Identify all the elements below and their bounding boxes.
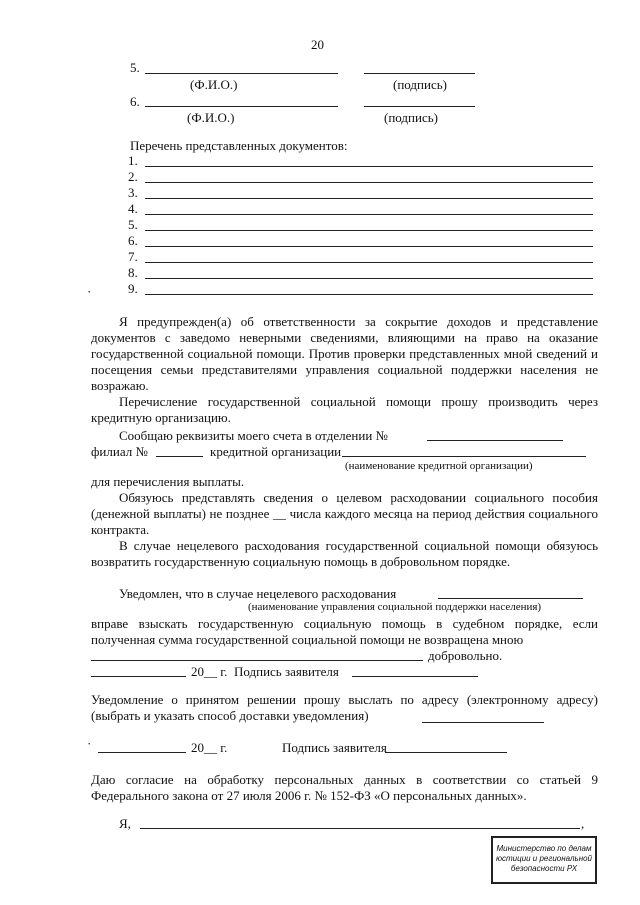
notice-paragraph: Уведомление о принятом решении прошу выслать по адресу (электронному адресу) (выбрать и указать способ доставки уведомления) xyxy=(91,692,598,723)
stamp-line: безопасности РХ xyxy=(510,864,578,873)
signature-row-num: 5. xyxy=(130,60,140,75)
page-number: 20 xyxy=(311,37,324,52)
signature-row-num: 6. xyxy=(130,94,140,109)
notified-text: вправе взыскать государственную социальную помощь в судебном порядке, если полученная сумма государственной социальной помощи не возвращена мною xyxy=(91,616,598,647)
ministry-stamp xyxy=(491,836,597,884)
credit-org-caption: (наименование кредитной организации) xyxy=(345,460,533,472)
doc-line xyxy=(145,198,593,199)
consent-end-comma: , xyxy=(581,816,585,831)
doc-number: 6. xyxy=(128,233,138,248)
return-paragraph: В случае нецелевого расходования государственной социальной помощи обязуюсь возвратить государственную социальную помощь в добровольном порядке. xyxy=(91,538,598,569)
fio-caption: (Ф.И.О.) xyxy=(187,110,235,125)
date-line xyxy=(91,676,186,677)
credit-org-line xyxy=(342,456,586,457)
margin-dot: · xyxy=(87,284,92,299)
payment-purpose: для перечисления выплаты. xyxy=(91,474,245,489)
account-line: Сообщаю реквизиты моего счета в отделении № xyxy=(119,428,388,443)
doc-number: 9. xyxy=(128,281,138,296)
doc-line xyxy=(145,182,593,183)
fio-line xyxy=(145,106,338,107)
stamp-line: Министерство по делам xyxy=(496,844,592,853)
year-label: 20__ г. xyxy=(191,664,228,679)
doc-line xyxy=(145,294,593,295)
notified-blank-line xyxy=(91,660,423,661)
applicant-signature-line xyxy=(352,676,478,677)
applicant-signature-label: Подпись заявителя xyxy=(234,664,339,679)
documents-heading: Перечень представленных документов: xyxy=(130,138,348,153)
department-line xyxy=(438,598,583,599)
delivery-method-line xyxy=(422,722,544,723)
sign-caption: (подпись) xyxy=(393,77,447,92)
consent-name-line xyxy=(140,828,580,829)
doc-number: 1. xyxy=(128,153,138,168)
doc-line xyxy=(145,246,593,247)
fio-line xyxy=(145,73,338,74)
voluntary-word: добровольно. xyxy=(428,648,503,663)
branch-number-line xyxy=(156,456,203,457)
applicant-signature-line xyxy=(385,752,507,753)
branch-label: филиал № xyxy=(91,444,148,459)
doc-line xyxy=(145,262,593,263)
margin-dot: · xyxy=(87,736,92,751)
doc-line xyxy=(145,230,593,231)
sign-line xyxy=(364,106,475,107)
sign-line xyxy=(364,73,475,74)
year-label: 20__ г. xyxy=(191,740,228,755)
doc-number: 7. xyxy=(128,249,138,264)
warning-paragraph: Я предупрежден(а) об ответственности за сокрытие доходов и представление документов с заведомо неверными сведениями, влияющими на право на оказание государственной социальной помощи. Против проверки представленных мной сведений и посещения семьи представителями управления социальной поддержки населения не возражаю. xyxy=(91,314,598,393)
doc-number: 5. xyxy=(128,217,138,232)
doc-line xyxy=(145,214,593,215)
notified-line: Уведомлен, что в случае нецелевого расходования xyxy=(119,586,397,601)
department-caption: (наименование управления социальной поддержки населения) xyxy=(248,601,542,613)
applicant-signature-label: Подпись заявителя xyxy=(282,740,387,755)
doc-number: 2. xyxy=(128,169,138,184)
doc-number: 8. xyxy=(128,265,138,280)
doc-line xyxy=(145,166,593,167)
account-number-line xyxy=(427,440,563,441)
fio-caption: (Ф.И.О.) xyxy=(190,77,238,92)
obligation-paragraph: Обязуюсь представлять сведения о целевом расходовании социального пособия (денежной выплаты) не позднее __ числа каждого месяца на период действия социального контракта. xyxy=(91,490,598,537)
transfer-paragraph: Перечисление государственной социальной помощи прошу производить через кредитную организацию. xyxy=(91,394,598,425)
consent-paragraph: Даю согласие на обработку персональных данных в соответствии со статьей 9 Федерального закона от 27 июля 2006 г. № 152-ФЗ «О персональных данных». xyxy=(91,772,598,803)
doc-number: 3. xyxy=(128,185,138,200)
doc-line xyxy=(145,278,593,279)
credit-org-label: кредитной организации xyxy=(210,444,342,459)
consent-start: Я, xyxy=(119,816,131,831)
sign-caption: (подпись) xyxy=(384,110,438,125)
doc-number: 4. xyxy=(128,201,138,216)
date-line xyxy=(98,752,186,753)
stamp-line: юстиции и региональной xyxy=(495,854,593,863)
